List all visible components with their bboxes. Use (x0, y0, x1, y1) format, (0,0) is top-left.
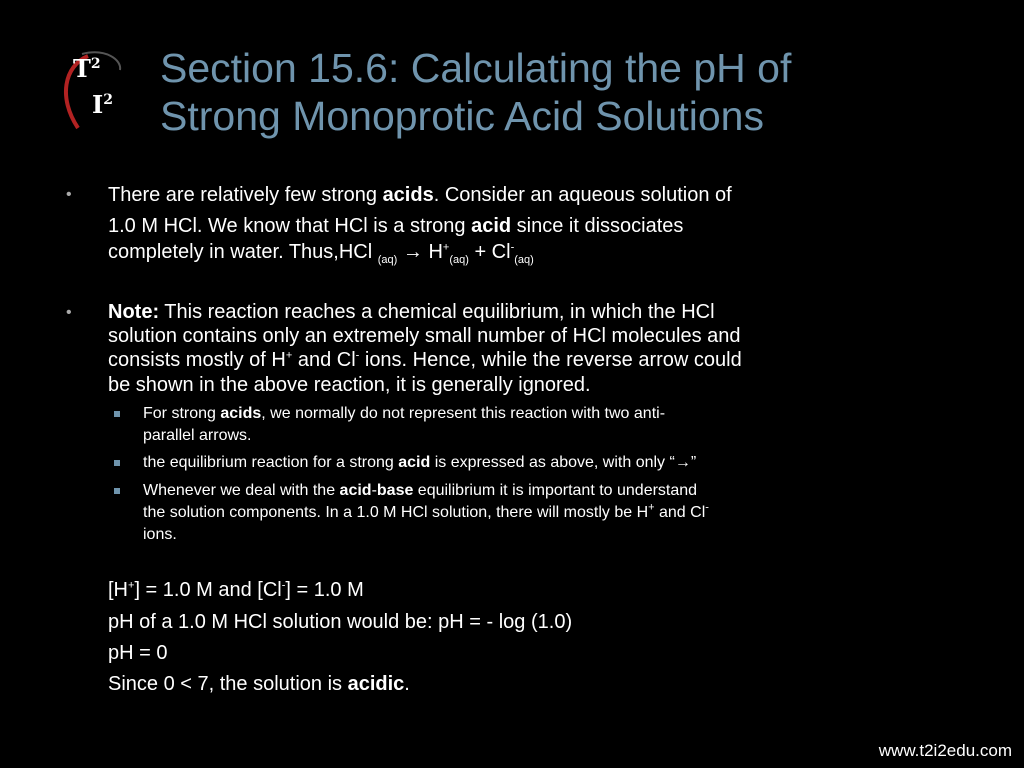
sub3-line2: the solution components. In a 1.0 M HCl solution, there will mostly be H+ and Cl- (143, 501, 709, 521)
slide-title: Section 15.6: Calculating the pH of Strong Monoprotic Acid Solutions (160, 45, 792, 139)
calc-line1: [H+] = 1.0 M and [Cl-] = 1.0 M (108, 579, 364, 601)
sub-bullet-marker (114, 488, 120, 494)
calc-line2: pH of a 1.0 M HCl solution would be: pH = - log (1.0) (108, 611, 573, 633)
logo-i: $I^2$ (92, 90, 113, 119)
sub-bullet-marker (114, 411, 120, 417)
bullet1-line1: There are relatively few strong acids. Consider an aqueous solution of (108, 184, 732, 206)
sub1-line2: parallel arrows. (143, 427, 252, 444)
bullet-marker: • (66, 304, 72, 321)
bullet2-line2: solution contains only an extremely small number of HCl molecules and (108, 325, 741, 347)
bullet-marker: • (66, 186, 72, 203)
bullet1-line3: completely in water. Thus,HCl $_{(aq)} \to H^+_{(aq)} + Cl^-_{(aq)}$ (108, 241, 534, 266)
footer-url[interactable]: www.t2i2edu.com (878, 741, 1012, 760)
sub-bullet-marker (114, 460, 120, 466)
sub2-line1: the equilibrium reaction for a strong acid is expressed as above, with only “→” (143, 454, 697, 471)
logo (56, 48, 136, 138)
logo-t: $T^2$ (73, 54, 101, 83)
calc-line3: pH = 0 (108, 642, 168, 664)
bullet1-line2: 1.0 M HCl. We know that HCl is a strong acid since it dissociates (108, 215, 684, 237)
bullet2-line3: consists mostly of H+ and Cl- ions. Hence, while the reverse arrow could (108, 349, 742, 371)
sub3-line3: ions. (143, 526, 177, 543)
calc-line4: Since 0 < 7, the solution is acidic. (108, 673, 410, 695)
bullet2-line1: Note: This reaction reaches a chemical equilibrium, in which the HCl (108, 301, 715, 323)
bullet2-line4: be shown in the above reaction, it is generally ignored. (108, 374, 591, 396)
sub1-line1: For strong acids, we normally do not represent this reaction with two anti- (143, 405, 666, 422)
sub3-line1: Whenever we deal with the acid-base equilibrium it is important to understand (143, 482, 698, 499)
